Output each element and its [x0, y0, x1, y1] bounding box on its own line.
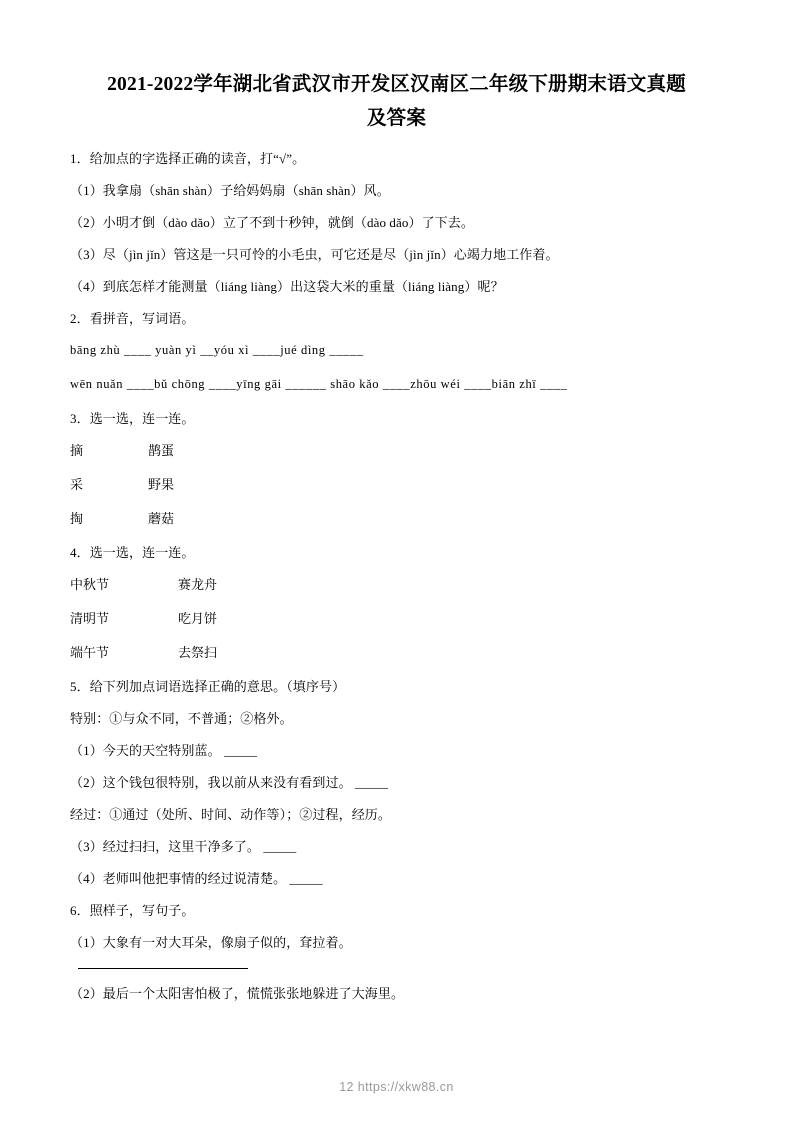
question-6-item-1: （1）大象有一对大耳朵，像扇子似的，耷拉着。 — [70, 935, 352, 950]
match-row — [70, 510, 723, 527]
match-right: 赛龙舟 — [178, 577, 218, 592]
question-5-item-2: （1）今天的天空特别蓝。 _____ — [70, 743, 258, 758]
match-right: 去祭扫 — [178, 645, 218, 660]
match-left: 中秋节 — [70, 577, 110, 592]
match-left: 摘 — [70, 443, 84, 458]
answer-blank-line[interactable] — [78, 967, 248, 969]
question-1-stem: 1．给加点的字选择正确的读音，打“√”。 — [70, 151, 306, 166]
question-4-stem: 4．选一选，连一连。 — [70, 545, 195, 560]
match-left: 采 — [70, 477, 84, 492]
page-title — [70, 68, 723, 136]
question-2-pinyin-line-1: bāng zhù ____ yuàn yì __yóu xì ____jué dìng _____ — [70, 343, 364, 357]
question-2-pinyin-line-2: wēn nuǎn ____bǔ chōng ____yīng gāi ______ shāo kǎo ____zhōu wéi ____biān zhī ____ — [70, 377, 568, 391]
match-left: 清明节 — [70, 611, 110, 626]
match-row — [70, 576, 723, 593]
match-row — [70, 610, 723, 627]
match-left: 掏 — [70, 511, 84, 526]
match-right: 野果 — [148, 477, 175, 492]
question-6-stem: 6．照样子，写句子。 — [70, 903, 195, 918]
question-5-item-5: （3）经过扫扫，这里干净多了。 _____ — [70, 839, 297, 854]
match-right: 鹊蛋 — [148, 443, 175, 458]
match-row — [70, 442, 723, 459]
question-5-item-6: （4）老师叫他把事情的经过说清楚。 _____ — [70, 871, 323, 886]
question-1-item-2: （2）小明才倒（dào dǎo）立了不到十秒钟，就倒（dào dǎo）了下去。 — [70, 215, 474, 230]
match-right: 蘑菇 — [148, 511, 175, 526]
question-5-item-1: 特别：①与众不同，不普通；②格外。 — [70, 711, 293, 726]
question-2-stem: 2．看拼音，写词语。 — [70, 311, 195, 326]
page-title-line1: 2021-2022学年湖北省武汉市开发区汉南区二年级下册期末语文真题 — [107, 74, 686, 95]
question-1-item-1: （1）我拿扇（shān shàn）子给妈妈扇（shān shàn）风。 — [70, 183, 390, 198]
page-footer: 12 https://xkw88.cn — [339, 1080, 454, 1094]
question-5-item-4: 经过：①通过（处所、时间、动作等）；②过程，经历。 — [70, 807, 392, 822]
page-title-line2: 及答案 — [366, 108, 427, 129]
question-5-stem: 5．给下列加点词语选择正确的意思。（填序号） — [70, 679, 346, 694]
question-1-item-4: （4）到底怎样才能测量（liáng liàng）出这袋大米的重量（liáng liàng）呢？ — [70, 279, 504, 294]
question-6-item-2: （2）最后一个太阳害怕极了，慌慌张张地躲进了大海里。 — [70, 986, 405, 1001]
question-3-stem: 3．选一选，连一连。 — [70, 411, 195, 426]
question-1-item-3: （3）尽（jìn jǐn）管这是一只可怜的小毛虫，可它还是尽（jìn jǐn）心竭力地工作着。 — [70, 247, 559, 262]
match-row — [70, 644, 723, 661]
question-5-item-3: （2）这个钱包很特别，我以前从来没有看到过。 _____ — [70, 775, 389, 790]
document-body — [70, 150, 723, 1002]
match-row — [70, 476, 723, 493]
match-right: 吃月饼 — [178, 611, 218, 626]
match-left: 端午节 — [70, 645, 110, 660]
